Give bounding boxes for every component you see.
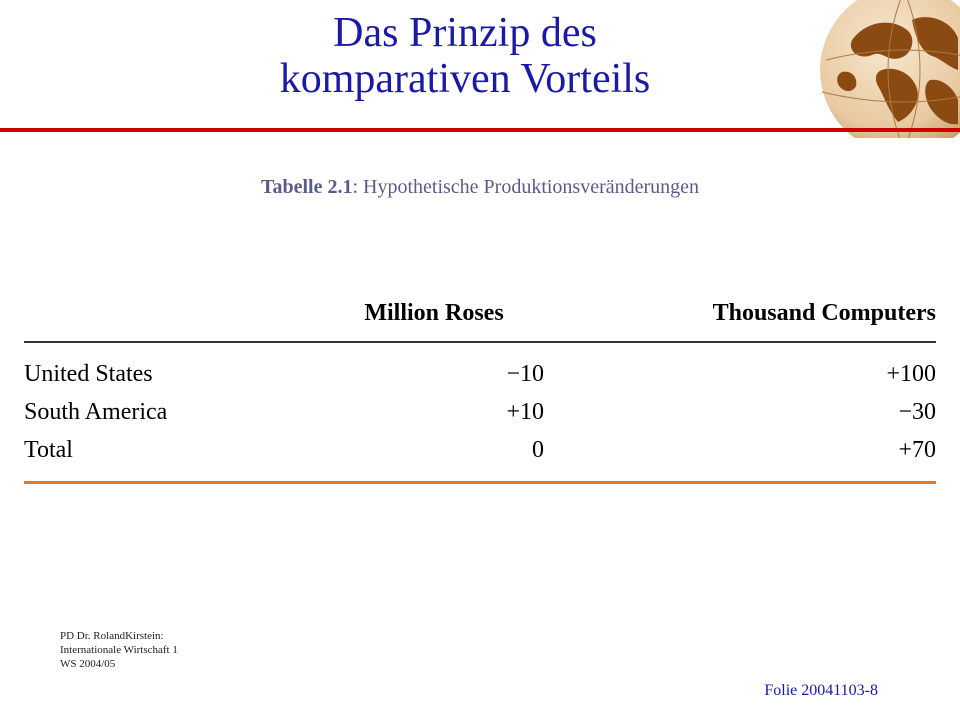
table-caption bbox=[0, 176, 960, 199]
row-roses: −10 bbox=[506, 360, 544, 387]
row-computers: +70 bbox=[544, 431, 936, 483]
row-roses: 0 bbox=[324, 431, 544, 483]
footer-author: PD Dr. RolandKirstein: bbox=[60, 630, 164, 642]
caption-text: : Hypothetische Produktionsveränderungen bbox=[352, 176, 700, 198]
production-table bbox=[24, 290, 936, 484]
title-line-1: Das Prinzip des bbox=[333, 10, 597, 56]
header-roses: Million Roses bbox=[324, 290, 544, 342]
row-computers: −30 bbox=[898, 398, 936, 425]
footer-author-block bbox=[60, 629, 178, 671]
table-row bbox=[24, 342, 936, 393]
table-header-row bbox=[24, 290, 936, 342]
footer-term: WS 2004/05 bbox=[60, 658, 116, 670]
table-row bbox=[24, 431, 936, 483]
globe-icon bbox=[812, 0, 960, 138]
row-country: United States bbox=[24, 360, 153, 387]
slide-title bbox=[180, 10, 750, 102]
table-row bbox=[24, 393, 936, 431]
title-rule bbox=[0, 128, 960, 132]
row-country: Total bbox=[24, 431, 324, 483]
title-line-2: komparativen Vorteils bbox=[279, 56, 651, 102]
caption-label: Tabelle 2.1 bbox=[260, 176, 353, 198]
footer-course: Internationale Wirtschaft 1 bbox=[60, 644, 178, 656]
header-country bbox=[24, 290, 324, 342]
header-computers: Thousand Computers bbox=[544, 290, 936, 342]
row-computers: +100 bbox=[886, 360, 936, 387]
row-roses: +10 bbox=[506, 398, 544, 425]
slide-number: Folie 20041103-8 bbox=[764, 682, 878, 699]
row-country: South America bbox=[24, 398, 168, 425]
